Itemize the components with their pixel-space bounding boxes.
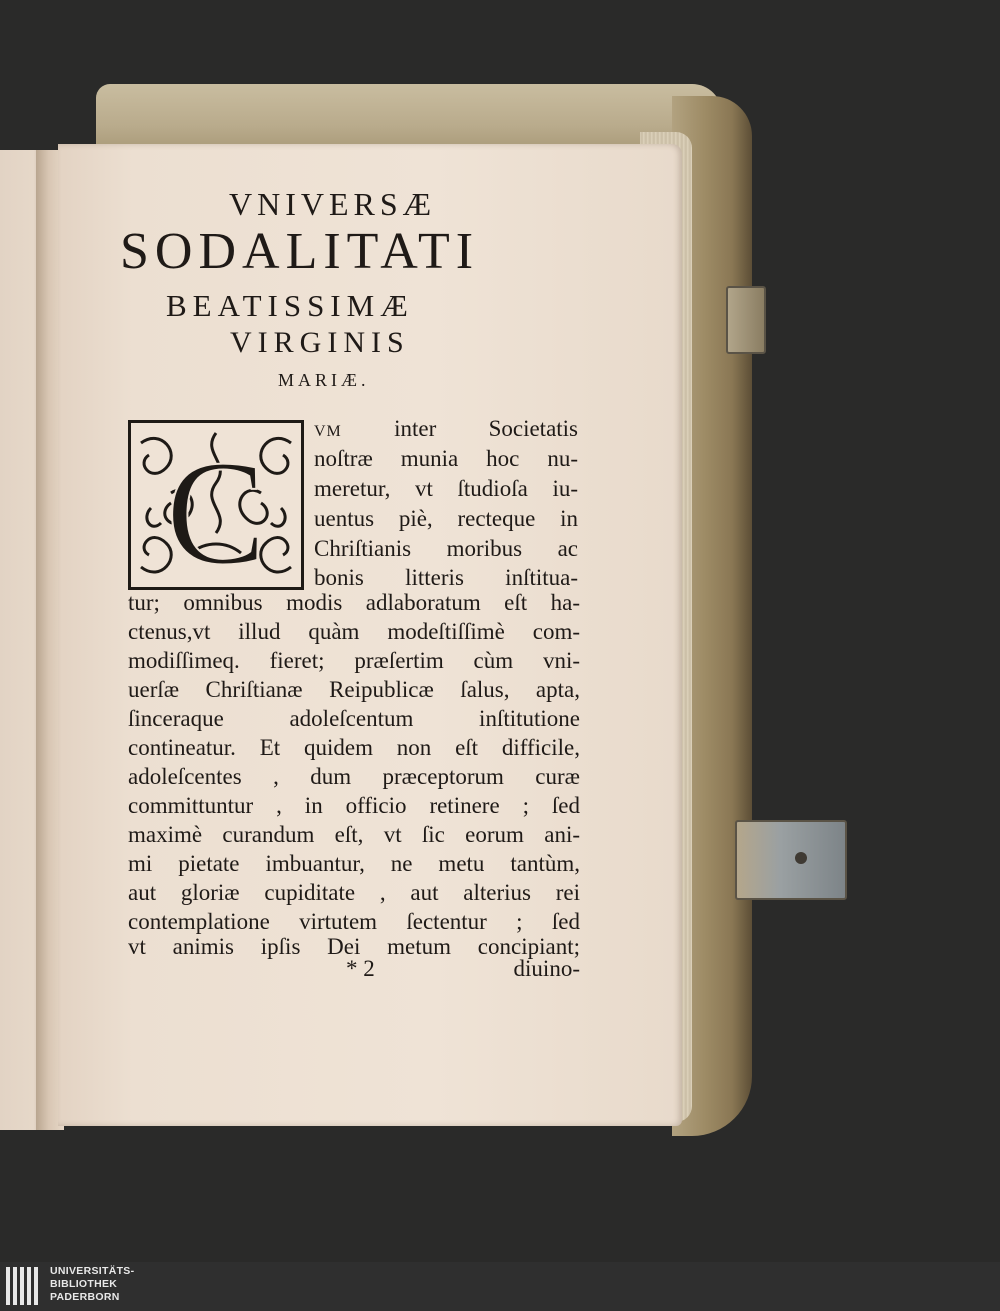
text-line: bonis litteris inſtitua- (314, 565, 578, 590)
library-name-line-3: PADERBORN (50, 1291, 120, 1303)
text-line: contineatur. Et quidem non eſt difficile, (128, 735, 580, 760)
heading-line-4: VIRGINIS (230, 326, 410, 359)
text-line: Chriſtianis moribus ac (314, 536, 578, 561)
first-word-rest: VM (314, 423, 342, 440)
text-line: modiſſimeq. fieret; præſertim cùm vni- (128, 648, 580, 673)
page-footer (128, 956, 580, 988)
text-line: aut gloriæ cupiditate , aut alterius rei (128, 880, 580, 905)
text-line: uentus piè, recteque in (314, 506, 578, 531)
text-line: mi pietate imbuantur, ne metu tantùm, (128, 851, 580, 876)
text-line: tur; omnibus modis adlaboratum eſt ha- (128, 590, 580, 615)
signature-mark: * 2 (346, 956, 375, 981)
text-line: contemplatione virtutem ſectentur ; ſed (128, 909, 580, 934)
drop-cap-letter: C (165, 430, 267, 587)
heading-line-1: VNIVERSÆ (229, 186, 437, 222)
floral-ornament-icon (131, 423, 301, 587)
text-line: adoleſcentes , dum præceptorum curæ (128, 764, 580, 789)
text-line: meretur, vt ſtudioſa iu- (314, 476, 578, 501)
heading-line-3: BEATISSIMÆ (166, 288, 414, 323)
text-line: inter Societatis (394, 416, 579, 441)
catchword: diuino- (513, 956, 580, 981)
text-line: maximè curandum eſt, vt ſic eorum ani- (128, 822, 580, 847)
heading-line-2: SODALITATI (120, 223, 480, 280)
text-line: uerſæ Chriſtianæ Reipublicæ ſalus, apta, (128, 677, 580, 702)
library-name-line-1: UNIVERSITÄTS- (50, 1265, 135, 1277)
decorated-initial (128, 420, 304, 590)
text-line: noſtræ munia hoc nu- (314, 446, 578, 471)
library-name-line-2: BIBLIOTHEK (50, 1278, 118, 1290)
text-line: ctenus,vt illud quàm modeſtiſſimè com- (128, 619, 580, 644)
library-logo-icon (4, 1263, 44, 1309)
text-line: vt animis ipſis Dei metum concipiant; (128, 934, 580, 959)
text-line: committuntur , in officio retinere ; ſed (128, 793, 580, 818)
wrapped-line-1 (314, 414, 578, 447)
heading-line-5: MARIÆ. (278, 370, 370, 390)
library-footer-bar (0, 1262, 1000, 1311)
library-name (50, 1265, 134, 1304)
text-line: ſinceraque adoleſcentum inſtitutione (128, 706, 580, 731)
